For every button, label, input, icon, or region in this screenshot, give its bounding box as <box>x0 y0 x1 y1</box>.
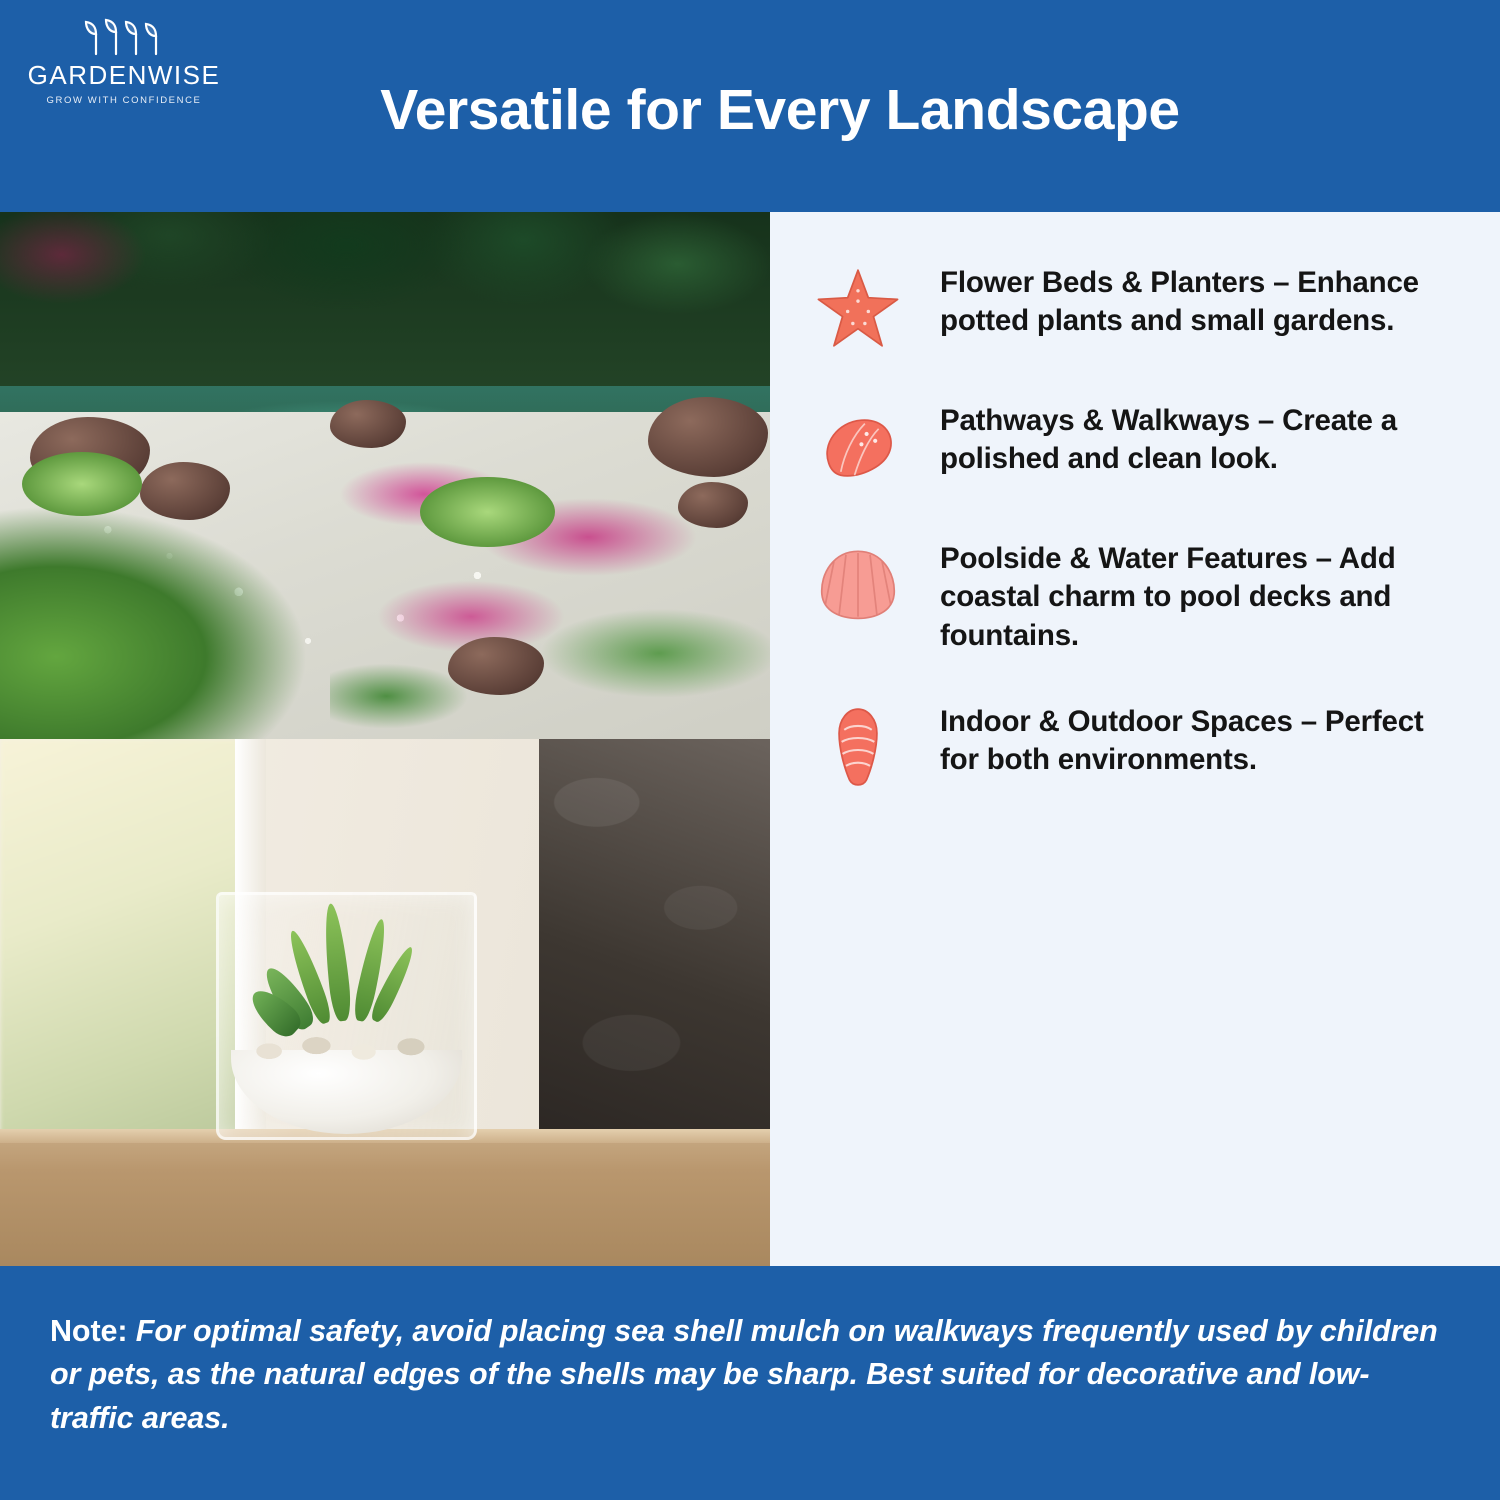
conch-shell-icon <box>810 697 906 793</box>
garden-pebble-bed-photo <box>0 212 770 739</box>
feature-text: Pathways & Walkways – Create a polished and clean look. <box>940 404 1397 476</box>
list-item <box>810 534 1452 655</box>
list-item <box>810 697 1452 793</box>
glass-vase-succulent-photo <box>0 739 770 1266</box>
header-bar <box>0 0 1500 212</box>
footer-note-text <box>50 1310 1444 1440</box>
brand-tagline: GROW WITH CONFIDENCE <box>46 95 202 106</box>
brand-name: GARDENWISE <box>27 60 221 90</box>
brand-logo <box>14 16 234 106</box>
content-area <box>0 212 1500 1266</box>
feature-text: Poolside & Water Features – Add coastal charm to pool decks and fountains. <box>940 542 1396 652</box>
note-body: For optimal safety, avoid placing sea shell mulch on walkways frequently used by children or pets, as the natural edges of the shells may be sharp. Best suited for decorative and low-traffic areas. <box>50 1314 1438 1435</box>
list-item <box>810 396 1452 492</box>
starfish-icon <box>810 258 906 354</box>
list-item <box>810 258 1452 354</box>
clam-shell-icon <box>810 396 906 492</box>
page-title: Versatile for Every Landscape <box>380 78 1180 142</box>
feature-list <box>770 212 1500 1266</box>
image-column <box>0 212 770 1266</box>
succulent-plant <box>277 913 446 1050</box>
sprout-leaves-icon <box>14 16 234 58</box>
feature-text: Indoor & Outdoor Spaces – Perfect for both environments. <box>940 705 1424 777</box>
note-label: Note: <box>50 1314 128 1348</box>
feature-text: Flower Beds & Planters – Enhance potted plants and small gardens. <box>940 266 1419 338</box>
scallop-shell-icon <box>810 534 906 630</box>
footer-note <box>0 1266 1500 1500</box>
